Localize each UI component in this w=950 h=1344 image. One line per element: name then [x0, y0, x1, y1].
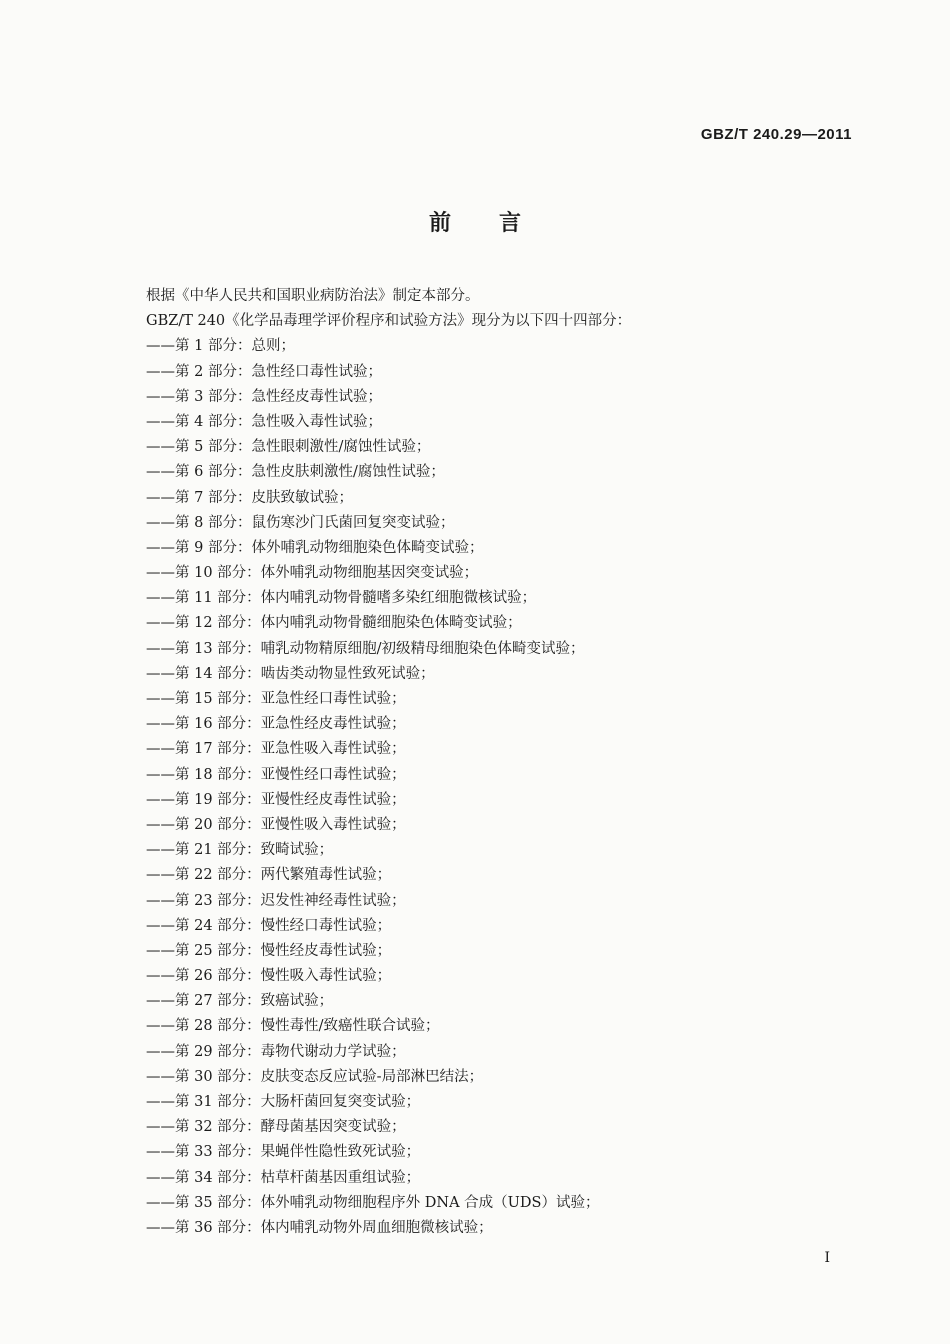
- list-item: ——第 18 部分：亚慢性经口毒性试验；: [146, 766, 406, 783]
- list-item: ——第 34 部分：枯草杆菌基因重组试验；: [146, 1169, 421, 1186]
- list-item: ——第 16 部分：亚急性经皮毒性试验；: [146, 716, 406, 733]
- list-item: ——第 28 部分：慢性毒性/致癌性联合试验；: [146, 1018, 440, 1035]
- list-item: ——第 20 部分：亚慢性吸入毒性试验；: [146, 816, 406, 833]
- intro-line: GBZ/T 240《化学品毒理学评价程序和试验方法》现分为以下四十四部分：: [146, 313, 632, 330]
- list-item: ——第 9 部分：体外哺乳动物细胞染色体畸变试验；: [146, 539, 484, 556]
- page-title: 前言: [428, 210, 569, 236]
- list-item: ——第 31 部分：大肠杆菌回复突变试验；: [146, 1094, 421, 1110]
- list-item: ——第 15 部分：亚急性经口毒性试验；: [146, 691, 406, 707]
- list-item: ——第 6 部分：急性皮肤刺激性/腐蚀性试验；: [146, 464, 445, 481]
- list-item: ——第 2 部分：急性经口毒性试验；: [146, 363, 382, 380]
- list-item: ——第 26 部分：慢性吸入毒性试验；: [146, 968, 392, 985]
- list-item: ——第 21 部分：致畸试验；: [146, 842, 334, 859]
- list-item: ——第 10 部分：体外哺乳动物细胞基因突变试验；: [146, 565, 479, 582]
- list-item: ——第 23 部分：迟发性神经毒性试验；: [146, 892, 406, 909]
- list-item: ——第 12 部分：体内哺乳动物骨髓细胞染色体畸变试验；: [146, 615, 522, 632]
- list-item: ——第 17 部分：亚急性吸入毒性试验；: [146, 741, 406, 758]
- list-item: ——第 13 部分：哺乳动物精原细胞/初级精母细胞染色体畸变试验；: [146, 640, 585, 657]
- list-item: ——第 29 部分：毒物代谢动力学试验；: [146, 1043, 406, 1060]
- document-body: [146, 284, 866, 1241]
- list-item: ——第 36 部分：体内哺乳动物外周血细胞微核试验；: [146, 1219, 493, 1236]
- list-item: ——第 5 部分：急性眼刺激性/腐蚀性试验；: [146, 439, 431, 456]
- intro-line: 根据《中华人民共和国职业病防治法》制定本部分。: [146, 288, 480, 304]
- list-item: ——第 35 部分：体外哺乳动物细胞程序外 DNA 合成（UDS）试验；: [146, 1194, 600, 1211]
- list-item: ——第 24 部分：慢性经口毒性试验；: [146, 917, 392, 934]
- list-item: ——第 22 部分：两代繁殖毒性试验；: [146, 867, 392, 884]
- list-item: ——第 11 部分：体内哺乳动物骨髓嗜多染红细胞微核试验；: [146, 590, 537, 607]
- list-item: ——第 27 部分：致癌试验；: [146, 993, 334, 1010]
- list-item: ——第 7 部分：皮肤致敏试验；: [146, 489, 353, 506]
- list-item: ——第 33 部分：果蝇伴性隐性致死试验；: [146, 1144, 421, 1161]
- page-number: I: [824, 1250, 830, 1266]
- standard-code: GBZ/T 240.29—2011: [700, 126, 852, 143]
- parts-list: [146, 334, 866, 1241]
- list-item: ——第 1 部分：总则；: [146, 338, 295, 355]
- list-item: ——第 3 部分：急性经皮毒性试验；: [146, 388, 382, 405]
- list-item: ——第 4 部分：急性吸入毒性试验；: [146, 413, 382, 430]
- list-item: ——第 25 部分：慢性经皮毒性试验；: [146, 942, 392, 959]
- list-item: ——第 32 部分：酵母菌基因突变试验；: [146, 1119, 406, 1136]
- list-item: ——第 30 部分：皮肤变态反应试验-局部淋巴结法；: [146, 1068, 484, 1085]
- list-item: ——第 19 部分：亚慢性经皮毒性试验；: [146, 791, 406, 808]
- list-item: ——第 14 部分：啮齿类动物显性致死试验；: [146, 665, 435, 682]
- list-item: ——第 8 部分：鼠伤寒沙门氏菌回复突变试验；: [146, 514, 455, 531]
